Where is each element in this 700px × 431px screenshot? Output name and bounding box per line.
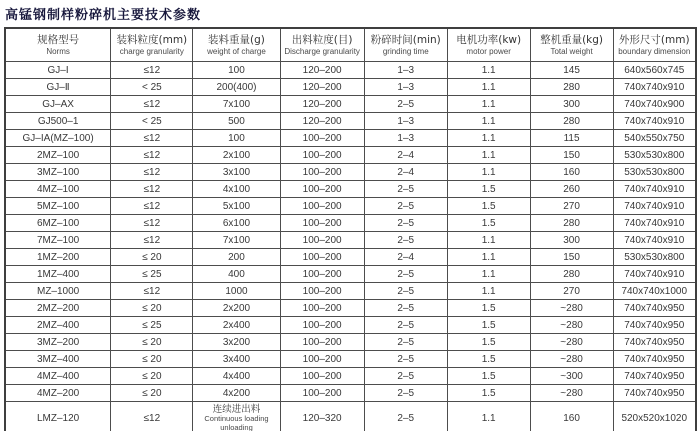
value-cell: 260 (530, 181, 613, 198)
value-cell: 1.1 (447, 283, 530, 300)
value-cell: 160 (530, 164, 613, 181)
value-cell: 7x100 (193, 96, 280, 113)
table-row (5, 181, 696, 198)
model-cell: 5MZ–100 (5, 198, 111, 215)
value-cell: 100–200 (280, 334, 364, 351)
value-cell: 2–5 (364, 181, 447, 198)
value-cell: 1.5 (447, 368, 530, 385)
model-cell: 2MZ–200 (5, 300, 111, 317)
value-cell: 100–200 (280, 351, 364, 368)
spec-table (4, 27, 697, 431)
value-cell: 1.1 (447, 266, 530, 283)
value-cell: 2–5 (364, 96, 447, 113)
column-header-cn: 装料粒度(mm) (116, 34, 188, 46)
value-cell: < 25 (111, 79, 193, 96)
table-row (5, 113, 696, 130)
value-cell: ≤ 25 (111, 317, 193, 334)
cell-text-cn: 连续进出料 (212, 404, 261, 415)
value-cell: 100–200 (280, 283, 364, 300)
value-cell: 740x740x910 (613, 79, 696, 96)
table-row (5, 164, 696, 181)
column-header (5, 28, 111, 62)
value-cell: 280 (530, 215, 613, 232)
column-header-cn: 外形尺寸(mm) (618, 34, 690, 46)
value-cell (193, 402, 280, 431)
value-cell: ≤12 (111, 181, 193, 198)
value-cell: 1.1 (447, 62, 530, 79)
column-header (613, 28, 696, 62)
value-cell: 740x740x950 (613, 317, 696, 334)
value-cell: 1.1 (447, 249, 530, 266)
value-cell: 2–5 (364, 300, 447, 317)
model-cell: LMZ–120 (5, 402, 111, 431)
table-body (5, 62, 696, 431)
value-cell: ≤12 (111, 283, 193, 300)
value-cell: 300 (530, 232, 613, 249)
column-header-en: grinding time (382, 47, 429, 56)
value-cell: 1.5 (447, 198, 530, 215)
model-cell: 4MZ–100 (5, 181, 111, 198)
model-cell: 1MZ–400 (5, 266, 111, 283)
value-cell: 1.1 (447, 113, 530, 130)
column-header-cn: 粉碎时间(min) (370, 34, 441, 46)
model-cell: 3MZ–100 (5, 164, 111, 181)
column-header (364, 28, 447, 62)
value-cell: 530x530x800 (613, 249, 696, 266)
table-row (5, 334, 696, 351)
value-cell: 1.1 (447, 130, 530, 147)
value-cell: ≤12 (111, 215, 193, 232)
value-cell: 2–5 (364, 283, 447, 300)
value-cell: 2x100 (193, 147, 280, 164)
value-cell: 4x100 (193, 181, 280, 198)
cell-text-en: Continuous loading unloading (204, 414, 269, 431)
value-cell: ≤ 20 (111, 351, 193, 368)
table-row (5, 130, 696, 147)
value-cell: 1.5 (447, 300, 530, 317)
value-cell: ~280 (530, 351, 613, 368)
value-cell: 540x550x750 (613, 130, 696, 147)
value-cell: 3x100 (193, 164, 280, 181)
value-cell: ≤12 (111, 232, 193, 249)
value-cell: 270 (530, 198, 613, 215)
value-cell: 4x200 (193, 385, 280, 402)
value-cell: ≤12 (111, 62, 193, 79)
table-row (5, 300, 696, 317)
value-cell: 5x100 (193, 198, 280, 215)
value-cell: ≤ 20 (111, 334, 193, 351)
value-cell: ≤12 (111, 96, 193, 113)
column-header-en: Total weight (550, 47, 593, 56)
value-cell: 2–5 (364, 385, 447, 402)
value-cell: 120–200 (280, 79, 364, 96)
value-cell: 100–200 (280, 181, 364, 198)
model-cell: MZ–1000 (5, 283, 111, 300)
model-cell: GJ–Ⅱ (5, 79, 111, 96)
value-cell: 740x740x910 (613, 113, 696, 130)
value-cell: ~280 (530, 334, 613, 351)
model-cell: 1MZ–200 (5, 249, 111, 266)
value-cell: ~280 (530, 317, 613, 334)
value-cell: 2–5 (364, 232, 447, 249)
value-cell: ≤12 (111, 164, 193, 181)
value-cell: 740x740x950 (613, 334, 696, 351)
model-cell: 3MZ–400 (5, 351, 111, 368)
value-cell: 120–200 (280, 113, 364, 130)
model-cell: 4MZ–200 (5, 385, 111, 402)
column-header-en: weight of charge (207, 47, 266, 56)
model-cell: 6MZ–100 (5, 215, 111, 232)
table-row (5, 232, 696, 249)
value-cell: 1.1 (447, 402, 530, 431)
value-cell: 1.1 (447, 164, 530, 181)
value-cell: 120–320 (280, 402, 364, 431)
value-cell: 100–200 (280, 164, 364, 181)
table-row (5, 351, 696, 368)
value-cell: 2–5 (364, 215, 447, 232)
value-cell: 500 (193, 113, 280, 130)
value-cell: 160 (530, 402, 613, 431)
value-cell: 1–3 (364, 79, 447, 96)
value-cell: 120–200 (280, 96, 364, 113)
column-header-en: Discharge granularity (284, 47, 360, 56)
value-cell: 100 (193, 130, 280, 147)
value-cell: 280 (530, 266, 613, 283)
column-header-cn: 整机重量(kg) (540, 34, 604, 46)
value-cell: 100–200 (280, 385, 364, 402)
value-cell: ≤12 (111, 198, 193, 215)
table-row (5, 385, 696, 402)
column-header (193, 28, 280, 62)
value-cell: ≤12 (111, 130, 193, 147)
table-row (5, 79, 696, 96)
value-cell: ≤12 (111, 147, 193, 164)
value-cell: 1.5 (447, 334, 530, 351)
value-cell: 1.5 (447, 351, 530, 368)
model-cell: GJ–Ⅰ (5, 62, 111, 79)
value-cell: 100 (193, 62, 280, 79)
value-cell: 1.1 (447, 96, 530, 113)
value-cell: 150 (530, 249, 613, 266)
value-cell: ~280 (530, 300, 613, 317)
model-cell: GJ–AX (5, 96, 111, 113)
value-cell: 1–3 (364, 113, 447, 130)
model-cell: 2MZ–100 (5, 147, 111, 164)
value-cell: ≤12 (111, 402, 193, 431)
model-cell: GJ500–1 (5, 113, 111, 130)
table-row (5, 215, 696, 232)
value-cell: 1.1 (447, 147, 530, 164)
value-cell: ≤ 20 (111, 385, 193, 402)
value-cell: 115 (530, 130, 613, 147)
value-cell: 100–200 (280, 368, 364, 385)
value-cell: ~280 (530, 385, 613, 402)
value-cell: 530x530x800 (613, 147, 696, 164)
table-row (5, 402, 696, 431)
value-cell: 2–4 (364, 249, 447, 266)
value-cell: 1.1 (447, 232, 530, 249)
model-cell: 4MZ–400 (5, 368, 111, 385)
value-cell: 2–5 (364, 368, 447, 385)
column-header-cn: 装料重量(g) (208, 34, 265, 46)
value-cell: 100–200 (280, 266, 364, 283)
value-cell: ≤ 20 (111, 300, 193, 317)
value-cell: 300 (530, 96, 613, 113)
value-cell: 2–5 (364, 198, 447, 215)
value-cell: 4x400 (193, 368, 280, 385)
page-title: 高锰钢制样粉碎机主要技术参数 (5, 7, 202, 22)
value-cell: 740x740x910 (613, 198, 696, 215)
value-cell: 280 (530, 79, 613, 96)
model-cell: 7MZ–100 (5, 232, 111, 249)
table-row (5, 283, 696, 300)
value-cell: 740x740x950 (613, 351, 696, 368)
value-cell: 1.5 (447, 181, 530, 198)
value-cell: 1.5 (447, 215, 530, 232)
column-header (111, 28, 193, 62)
value-cell: 100–200 (280, 249, 364, 266)
column-header-en: Norms (46, 47, 70, 56)
value-cell: 640x560x745 (613, 62, 696, 79)
value-cell: 3x200 (193, 334, 280, 351)
value-cell: ≤ 20 (111, 368, 193, 385)
value-cell: 120–200 (280, 62, 364, 79)
column-header (447, 28, 530, 62)
value-cell: 1000 (193, 283, 280, 300)
table-row (5, 198, 696, 215)
value-cell: 100–200 (280, 317, 364, 334)
column-header-cn: 出料粒度(目) (291, 34, 353, 46)
value-cell: 740x740x910 (613, 232, 696, 249)
value-cell: < 25 (111, 113, 193, 130)
value-cell: 740x740x900 (613, 96, 696, 113)
value-cell: ≤ 20 (111, 249, 193, 266)
value-cell: 100–200 (280, 130, 364, 147)
value-cell: 400 (193, 266, 280, 283)
value-cell: 2–5 (364, 317, 447, 334)
value-cell: 7x100 (193, 232, 280, 249)
value-cell: 740x740x950 (613, 385, 696, 402)
value-cell: 2–4 (364, 147, 447, 164)
value-cell: 100–200 (280, 198, 364, 215)
column-header (280, 28, 364, 62)
value-cell: 100–200 (280, 215, 364, 232)
column-header-en: boundary dimension (618, 47, 691, 56)
value-cell: 200 (193, 249, 280, 266)
value-cell: 2–5 (364, 266, 447, 283)
value-cell: 2–5 (364, 351, 447, 368)
value-cell: 1–3 (364, 130, 447, 147)
table-row (5, 317, 696, 334)
table-row (5, 266, 696, 283)
value-cell: 740x740x1000 (613, 283, 696, 300)
model-cell: 3MZ–200 (5, 334, 111, 351)
table-row (5, 62, 696, 79)
header-row (5, 28, 696, 62)
value-cell: 100–200 (280, 147, 364, 164)
value-cell: 150 (530, 147, 613, 164)
value-cell: 2–4 (364, 164, 447, 181)
value-cell: 6x100 (193, 215, 280, 232)
column-header-cn: 电机功率(kw) (456, 34, 522, 46)
value-cell: 530x530x800 (613, 164, 696, 181)
value-cell: 2–5 (364, 334, 447, 351)
value-cell: 740x740x910 (613, 266, 696, 283)
value-cell: 270 (530, 283, 613, 300)
value-cell: 2x200 (193, 300, 280, 317)
column-header-cn: 规格型号 (37, 34, 80, 46)
value-cell: 2x400 (193, 317, 280, 334)
value-cell: 280 (530, 113, 613, 130)
table-header (5, 28, 696, 62)
value-cell: 740x740x910 (613, 181, 696, 198)
column-header-en: charge granularity (119, 47, 184, 56)
value-cell: 200(400) (193, 79, 280, 96)
value-cell: 740x740x910 (613, 215, 696, 232)
value-cell: ~300 (530, 368, 613, 385)
value-cell: 740x740x950 (613, 300, 696, 317)
value-cell: 145 (530, 62, 613, 79)
model-cell: GJ–IA(MZ–100) (5, 130, 111, 147)
table-row (5, 96, 696, 113)
value-cell: 740x740x950 (613, 368, 696, 385)
value-cell: 1–3 (364, 62, 447, 79)
value-cell: 100–200 (280, 300, 364, 317)
value-cell: 100–200 (280, 232, 364, 249)
column-header (530, 28, 613, 62)
value-cell: 1.5 (447, 317, 530, 334)
value-cell: 2–5 (364, 402, 447, 431)
value-cell: 1.1 (447, 79, 530, 96)
table-row (5, 147, 696, 164)
column-header-en: motor power (466, 47, 511, 56)
value-cell: 520x520x1020 (613, 402, 696, 431)
table-row (5, 249, 696, 266)
value-cell: 1.5 (447, 385, 530, 402)
table-row (5, 368, 696, 385)
model-cell: 2MZ–400 (5, 317, 111, 334)
value-cell: ≤ 25 (111, 266, 193, 283)
value-cell: 3x400 (193, 351, 280, 368)
